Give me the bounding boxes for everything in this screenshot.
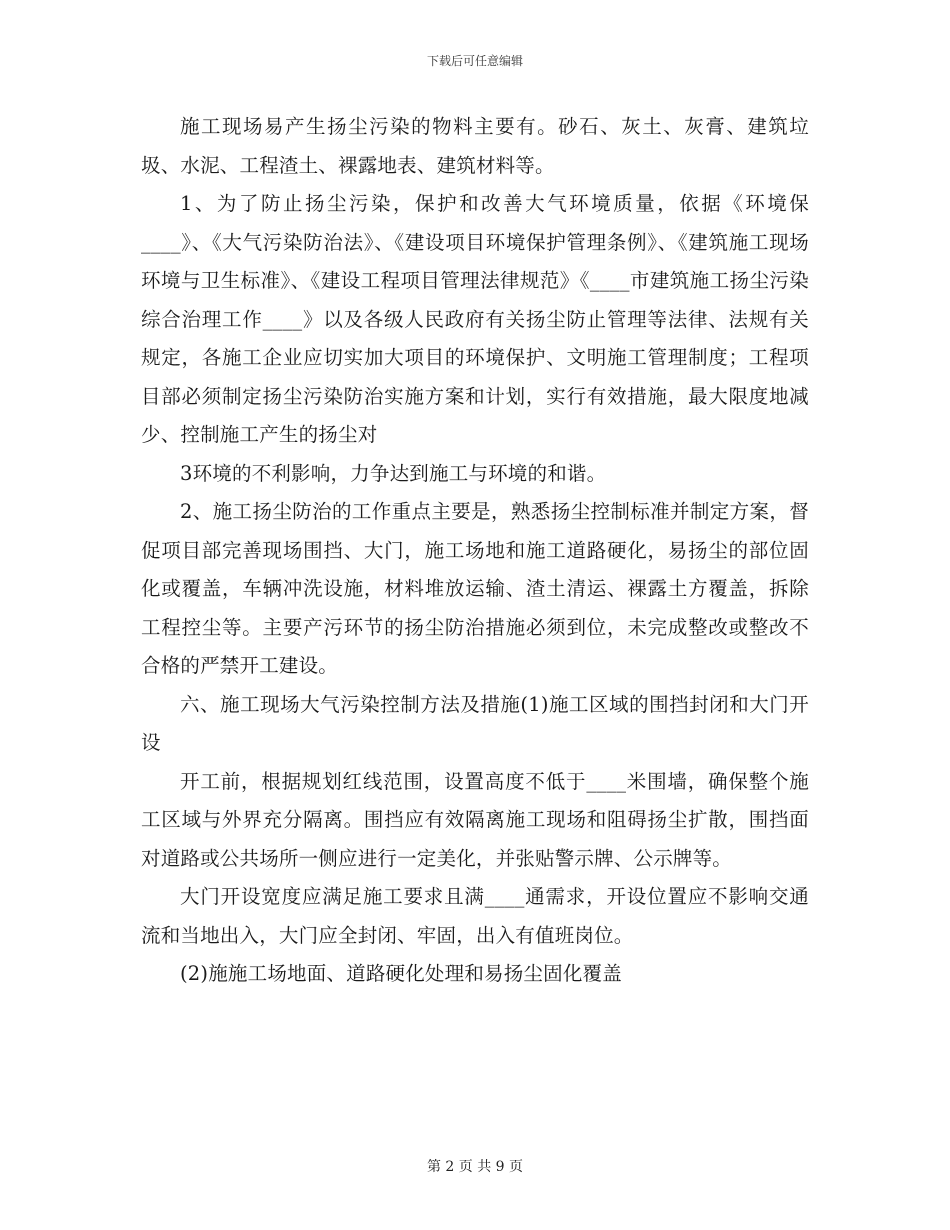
paragraph: 大门开设宽度应满足施工要求且满____通需求，开设位置应不影响交通流和当地出入，大门应全封闭、牢固，出入有值班岗位。	[141, 885, 809, 947]
subsection-heading: (2)施施工场地面、道路硬化处理和易扬尘固化覆盖	[180, 962, 622, 985]
paragraph: 开工前，根据规划红线范围，设置高度不低于____米围墙，确保整个施工区域与外界充分隔离。围挡应有效隔离施工现场和阻碍扬尘扩散，围挡面对道路或公共场所一侧应进行一定美化，并张贴警示牌、公示牌等。	[141, 769, 809, 870]
paragraph: 1、为了防止扬尘污染，保护和改善大气环境质量，依据《环境保____》、《大气污染防治法》、《建设项目环境保护管理条例》、《建筑施工现场环境与卫生标准》、《建设工程项目管理法律规范》《____市建筑施工扬尘污染综合治理工作____》以及各级人民政府有关扬尘防止管理等法律、法规有关规定，各施工企业应切实加大项目的环境保护、文明施工管理制度；工程项目部必须制定扬尘污染防治实施方案和计划，实行有效措施，最大限度地减少、控制施工产生的扬尘对	[141, 192, 809, 446]
page-header: 下载后可任意编辑	[426, 54, 523, 68]
paragraph: 3环境的不利影响，力争达到施工与环境的和谐。	[180, 461, 607, 485]
page-number: 第 2 页 共 9 页	[426, 1159, 524, 1175]
paragraph: 2、施工扬尘防治的工作重点主要是，熟悉扬尘控制标准并制定方案，督促项目部完善现场围挡、大门，施工场地和施工道路硬化，易扬尘的部位固化或覆盖，车辆冲洗设施，材料堆放运输、渣土清运、裸露土方覆盖，拆除工程控尘等。主要产污环节的扬尘防治措施必须到位，未完成整改或整改不合格的严禁开工建设。	[141, 500, 809, 677]
section-heading: 六、施工现场大气污染控制方法及措施(1)施工区域的围挡封闭和大门开设	[141, 692, 809, 754]
document-body	[141, 108, 809, 994]
paragraph: 施工现场易产生扬尘污染的物料主要有。砂石、灰土、灰膏、建筑垃圾、水泥、工程渣土、裸露地表、建筑材料等。	[141, 115, 809, 177]
